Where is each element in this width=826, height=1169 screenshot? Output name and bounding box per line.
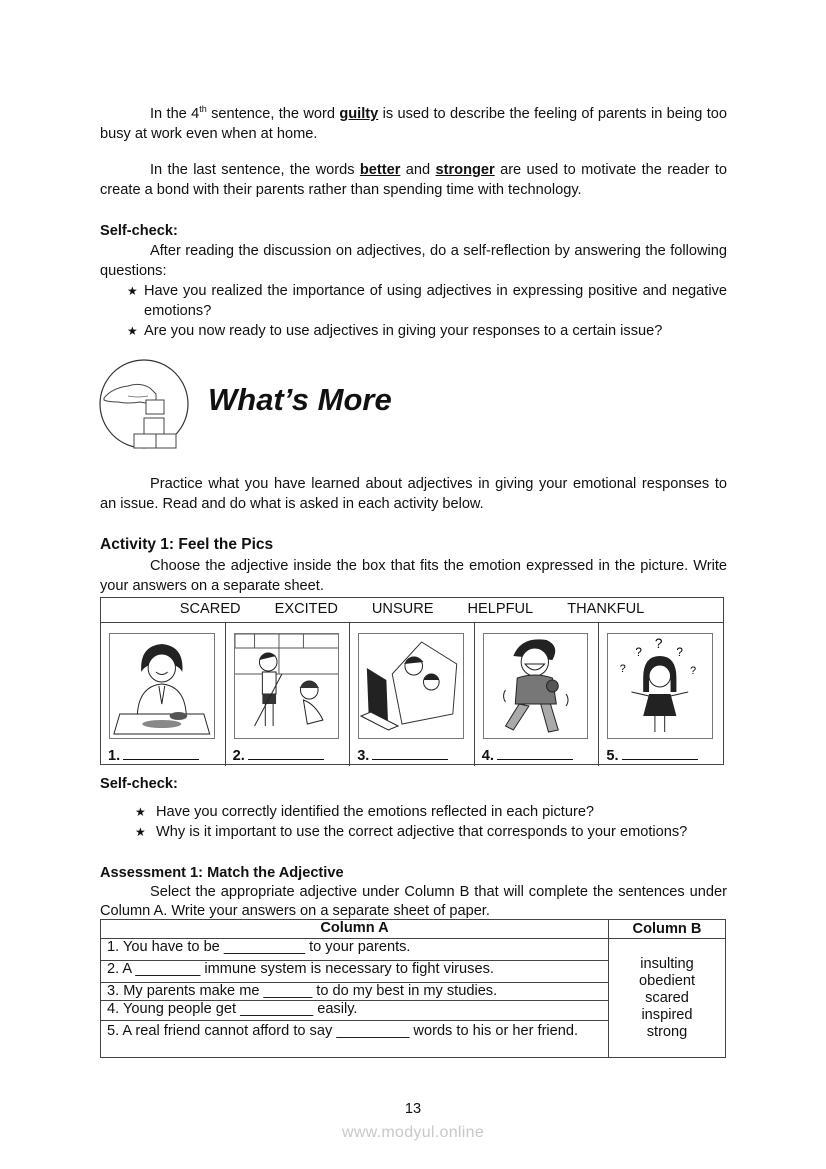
choice-strong: strong (646, 1023, 688, 1040)
column-a-item-4: 4. Young people get _________ easily. (101, 1001, 609, 1021)
choice-scared: scared (645, 989, 689, 1006)
match-table (100, 919, 726, 1058)
adjective-option: UNSURE (371, 601, 434, 617)
picture-boy-grinning (483, 633, 589, 739)
column-a-item-5: 5. A real friend cannot afford to say _________ words to his or her friend. (101, 1021, 609, 1058)
text: sentence, the word (206, 105, 340, 122)
item-number: 3. (357, 748, 370, 764)
column-b-choices (609, 939, 726, 1058)
list-item (135, 822, 735, 842)
keyword-stronger: stronger (435, 162, 495, 178)
svg-text:?: ? (655, 634, 663, 652)
list-item-text: Have you realized the importance of using adjectives in expressing positive and negative emotions? (144, 283, 727, 319)
intro-paragraph-1 (100, 99, 727, 144)
list-item-text: Why is it important to use the correct adjective that corresponds to your emotions? (156, 824, 688, 840)
picture-cell-5 (599, 623, 723, 766)
self-check-title: Self-check: (100, 223, 178, 239)
picture-cell-3 (350, 623, 475, 766)
item-number: 5. (606, 748, 619, 764)
picture-cell-1 (101, 623, 226, 766)
page-number: 13 (404, 1101, 422, 1117)
section-title: What’s More (208, 382, 392, 417)
activity-instructions: Choose the adjective inside the box that fits the emotion expressed in the picture. Write your answers on a separate sheet. (100, 558, 727, 594)
text: and (400, 162, 436, 178)
keyword-guilty: guilty (339, 105, 379, 122)
star-icon: ★ (135, 805, 146, 819)
answer-blank-2[interactable] (233, 747, 324, 764)
list-item (127, 281, 727, 321)
column-b-header: Column B (609, 920, 726, 939)
text: In the last sentence, the words (150, 162, 360, 178)
self-check-text: After reading the discussion on adjectives, do a self-reflection by answering the following questions: (100, 243, 727, 279)
self-check-2-title: Self-check: (100, 776, 178, 792)
item-number: 2. (232, 748, 245, 764)
picture-cell-4 (475, 623, 600, 766)
activity-title: Activity 1: Feel the Pics (100, 536, 274, 553)
text: is used to describe the feeling of parents in being too busy at work even when at home. (100, 105, 727, 142)
star-icon: ★ (127, 284, 138, 298)
svg-text:?: ? (635, 644, 643, 660)
text: are used to motivate the reader to create a bond with their parents rather than spending time with technology. (100, 162, 727, 198)
adjective-box (101, 598, 723, 623)
picture-girl-praying (109, 633, 215, 739)
adjective-option: HELPFUL (467, 601, 534, 617)
intro-paragraph-2 (100, 160, 727, 200)
list-item (127, 321, 727, 341)
picture-kids-sweeping (234, 633, 340, 739)
feel-the-pics-table (100, 597, 724, 765)
column-a-item-2: 2. A ________ immune system is necessary to fight viruses. (101, 961, 609, 983)
choice-insulting: insulting (640, 955, 694, 972)
choice-inspired: inspired (641, 1006, 693, 1023)
picture-kids-watching-tv (358, 633, 464, 739)
star-icon: ★ (127, 324, 138, 338)
text: In the 4 (150, 105, 200, 122)
self-check-list (127, 281, 727, 341)
superscript: th (199, 104, 207, 114)
item-number: 4. (481, 748, 494, 764)
adjective-option: THANKFUL (567, 601, 645, 617)
assessment-instructions: Select the appropriate adjective under Column B that will complete the sentences under Column A. Write your answers on a separate sheet of paper. (100, 884, 727, 919)
self-check-2-list (135, 802, 735, 842)
svg-text:?: ? (676, 644, 684, 660)
answer-blank-1[interactable] (108, 747, 199, 764)
assessment-title: Assessment 1: Match the Adjective (100, 865, 344, 881)
choice-obedient: obedient (639, 972, 695, 989)
item-number: 1. (108, 748, 121, 764)
practice-paragraph: Practice what you have learned about adjectives in giving your emotional responses to an issue. Read and do what is asked in each activity below. (100, 476, 727, 512)
picture-girl-unsure (607, 633, 713, 739)
hand-stacking-blocks-icon (98, 358, 190, 450)
answer-blank-5[interactable] (606, 747, 697, 764)
svg-text:?: ? (690, 664, 697, 678)
list-item (135, 802, 735, 822)
column-a-header: Column A (101, 920, 609, 939)
column-a-item-3: 3. My parents make me ______ to do my best in my studies. (101, 983, 609, 1001)
picture-cell-2 (226, 623, 351, 766)
list-item-text: Are you now ready to use adjectives in giving your responses to a certain issue? (144, 323, 663, 339)
keyword-better: better (359, 162, 401, 178)
adjective-option: SCARED (179, 601, 241, 617)
answer-blank-4[interactable] (482, 747, 573, 764)
column-a-item-1: 1. You have to be __________ to your parents. (101, 939, 609, 961)
adjective-option: EXCITED (274, 601, 338, 617)
watermark: www.modyul.online (341, 1124, 485, 1141)
list-item-text: Have you correctly identified the emotions reflected in each picture? (156, 804, 595, 820)
answer-blank-3[interactable] (357, 747, 448, 764)
svg-text:?: ? (620, 662, 627, 676)
star-icon: ★ (135, 825, 146, 839)
